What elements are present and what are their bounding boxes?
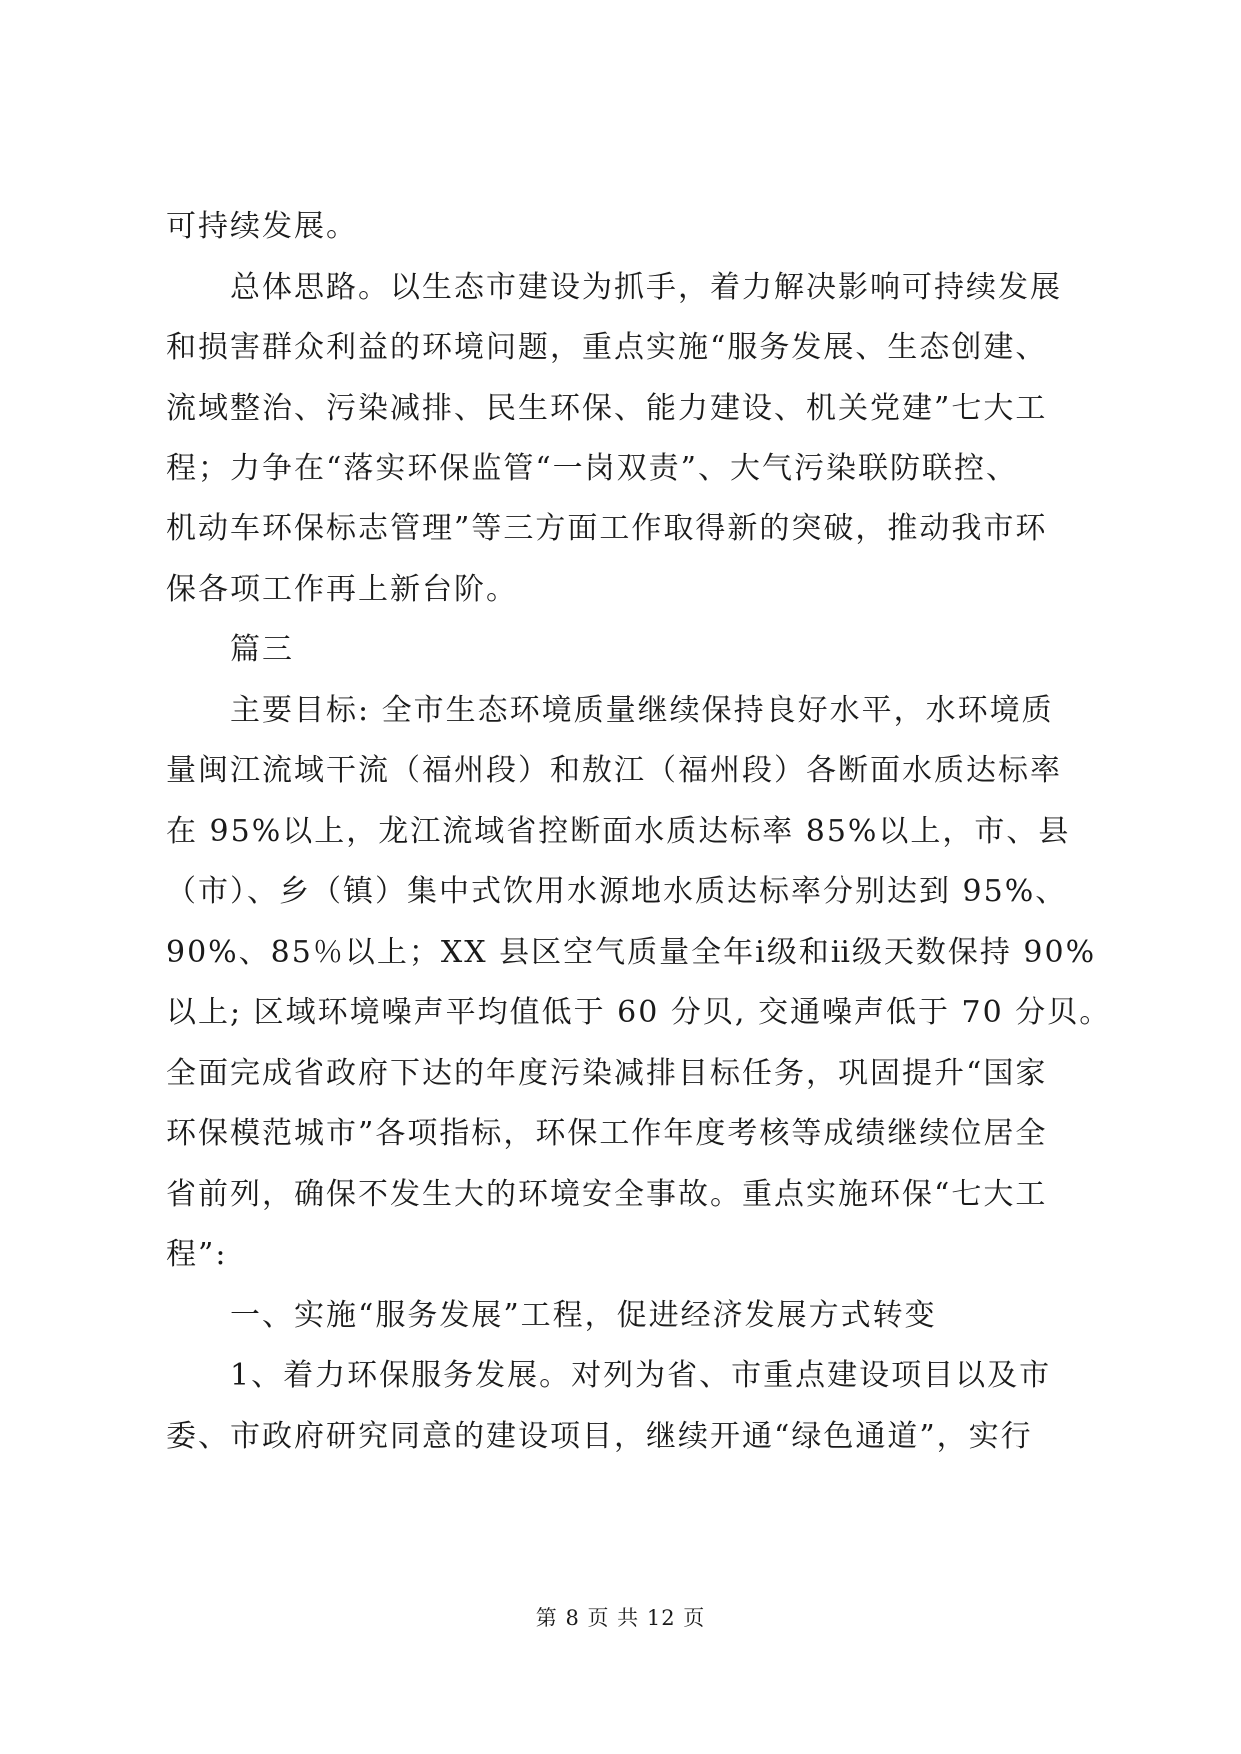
text-line: 和损害群众利益的环境问题，重点实施“服务发展、生态创建、	[166, 330, 1048, 365]
subsection-heading: 一、实施“服务发展”工程，促进经济发展方式转变	[230, 1298, 937, 1333]
text-line: 量闽江流域干流（福州段）和敖江（福州段）各断面水质达标率	[166, 753, 1062, 788]
text-line: 以上; 区域环境噪声平均值低于 60 分贝, 交通噪声低于 70 分贝。	[166, 995, 1112, 1030]
text-line: 委、市政府研究同意的建设项目，继续开通“绿色通道”，实行	[166, 1419, 1033, 1454]
section-heading: 篇三	[230, 632, 294, 667]
paragraph-overall-approach: 总体思路。以生态市建设为抓手，着力解决影响可持续发展	[230, 270, 1062, 305]
text-line: 全面完成省政府下达的年度污染减排目标任务，巩固提升“国家	[166, 1056, 1048, 1091]
text-line: 流域整治、污染减排、民生环保、能力建设、机关党建”七大工	[166, 391, 1048, 426]
text-line: （市）、乡（镇）集中式饮用水源地水质达标率分别达到 95%、	[166, 874, 1068, 909]
paragraph-item-1: 1、着力环保服务发展。对列为省、市重点建设项目以及市	[230, 1358, 1052, 1393]
text-line: 保各项工作再上新台阶。	[166, 572, 518, 607]
text-line: 在 95%以上，龙江流域省控断面水质达标率 85%以上，市、县	[166, 814, 1071, 849]
paragraph-main-goals: 主要目标: 全市生态环境质量继续保持良好水平，水环境质	[230, 693, 1054, 728]
text-line: 90%、85％以上；XX 县区空气质量全年ⅰ级和ⅱ级天数保持 90%	[166, 935, 1097, 970]
page-number-footer: 第 8 页 共 12 页	[535, 1606, 706, 1630]
text-line: 机动车环保标志管理”等三方面工作取得新的突破，推动我市环	[166, 511, 1048, 546]
text-line: 省前列，确保不发生大的环境安全事故。重点实施环保“七大工	[166, 1177, 1048, 1212]
text-line: 程；力争在“落实环保监管“一岗双责”、大气污染联防联控、	[166, 451, 1019, 486]
text-line: 可持续发展。	[166, 209, 358, 244]
text-line: 程”:	[166, 1237, 228, 1272]
text-line: 环保模范城市”各项指标，环保工作年度考核等成绩继续位居全	[166, 1116, 1048, 1151]
